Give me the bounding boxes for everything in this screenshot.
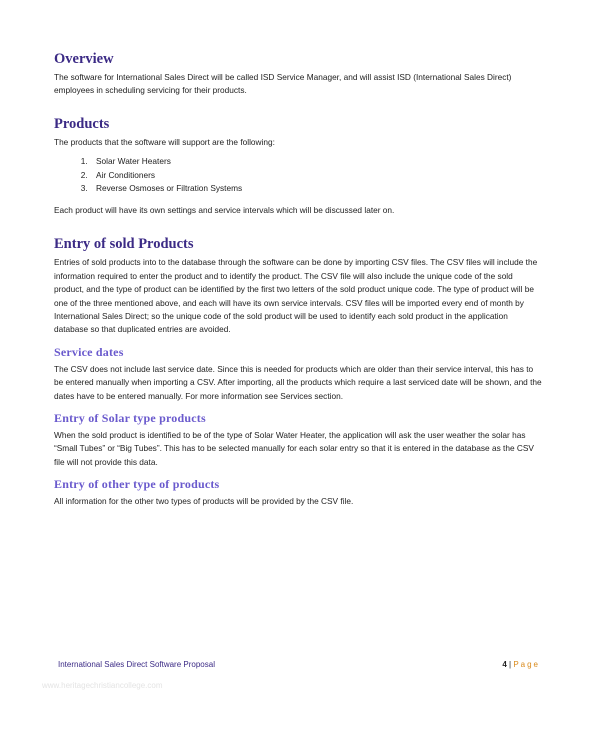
heading-solar-entry: Entry of Solar type products [54,411,206,426]
list-item: 1. Solar Water Heaters [90,155,544,169]
page-content [54,50,544,509]
products-outro: Each product will have its own settings and service intervals which will be discussed later on. [54,205,395,215]
service-dates-text: The CSV does not include last service date. Since this is needed for products which are older than their service interval, this has to be entered manually when importing a CSV. After importing, all the products which require a last serviced date will be shown, and the dates have to be entered manually. For more information see Services section. [54,363,542,401]
list-item: 3. Reverse Osmoses or Filtration Systems [90,182,544,196]
heading-other-entry: Entry of other type of products [54,477,220,492]
page-number: 4 [502,660,507,669]
products-intro: The products that the software will support are the following: [54,136,275,147]
heading-entry-sold-products: Entry of sold Products [54,236,194,253]
solar-entry-text: When the sold product is identified to be of the type of Solar Water Heater, the application will ask the user weather the solar has “Small Tubes” or “Big Tubes”. This has to be selected manually for each solar entry so that it is entered in the database as the CSV file will not provide this data. [54,430,534,467]
heading-products: Products [54,115,110,132]
list-item: 2. Air Conditioners [90,169,544,183]
other-entry-text: All information for the other two types of products will be provided by the CSV file. [54,496,354,507]
heading-service-dates: Service dates [54,344,124,359]
footer-page-indicator [502,660,540,669]
entry-sold-text: Entries of sold products into to the database through the software can be done by importing CSV files. The CSV files will include the information required to enter the product and to identify the product. The CSV file will also include the unique code of the sold product, and the type of product can be identified by the first two letters of the sold product unique code. The type of product will be one of the three mentioned above, and each will have its own service intervals. CSV files will be imported every end of month by International Sales Direct; so the unique code of the sold product will be used to identify each sold product in the application database so that duplicated entries are avoided. [54,257,538,335]
page-word: Page [513,660,540,669]
heading-overview: Overview [54,51,114,67]
footer-separator: | [509,660,512,669]
watermark-text: www.heritagechristiancollege.com [42,681,163,690]
overview-text: The software for International Sales Direct will be called ISD Service Manager, and will assist ISD (International Sales Direct) employees in scheduling servicing for their products. [54,72,512,96]
page-footer [58,660,540,669]
products-list [54,155,544,196]
footer-title: International Sales Direct Software Proposal [58,660,215,669]
